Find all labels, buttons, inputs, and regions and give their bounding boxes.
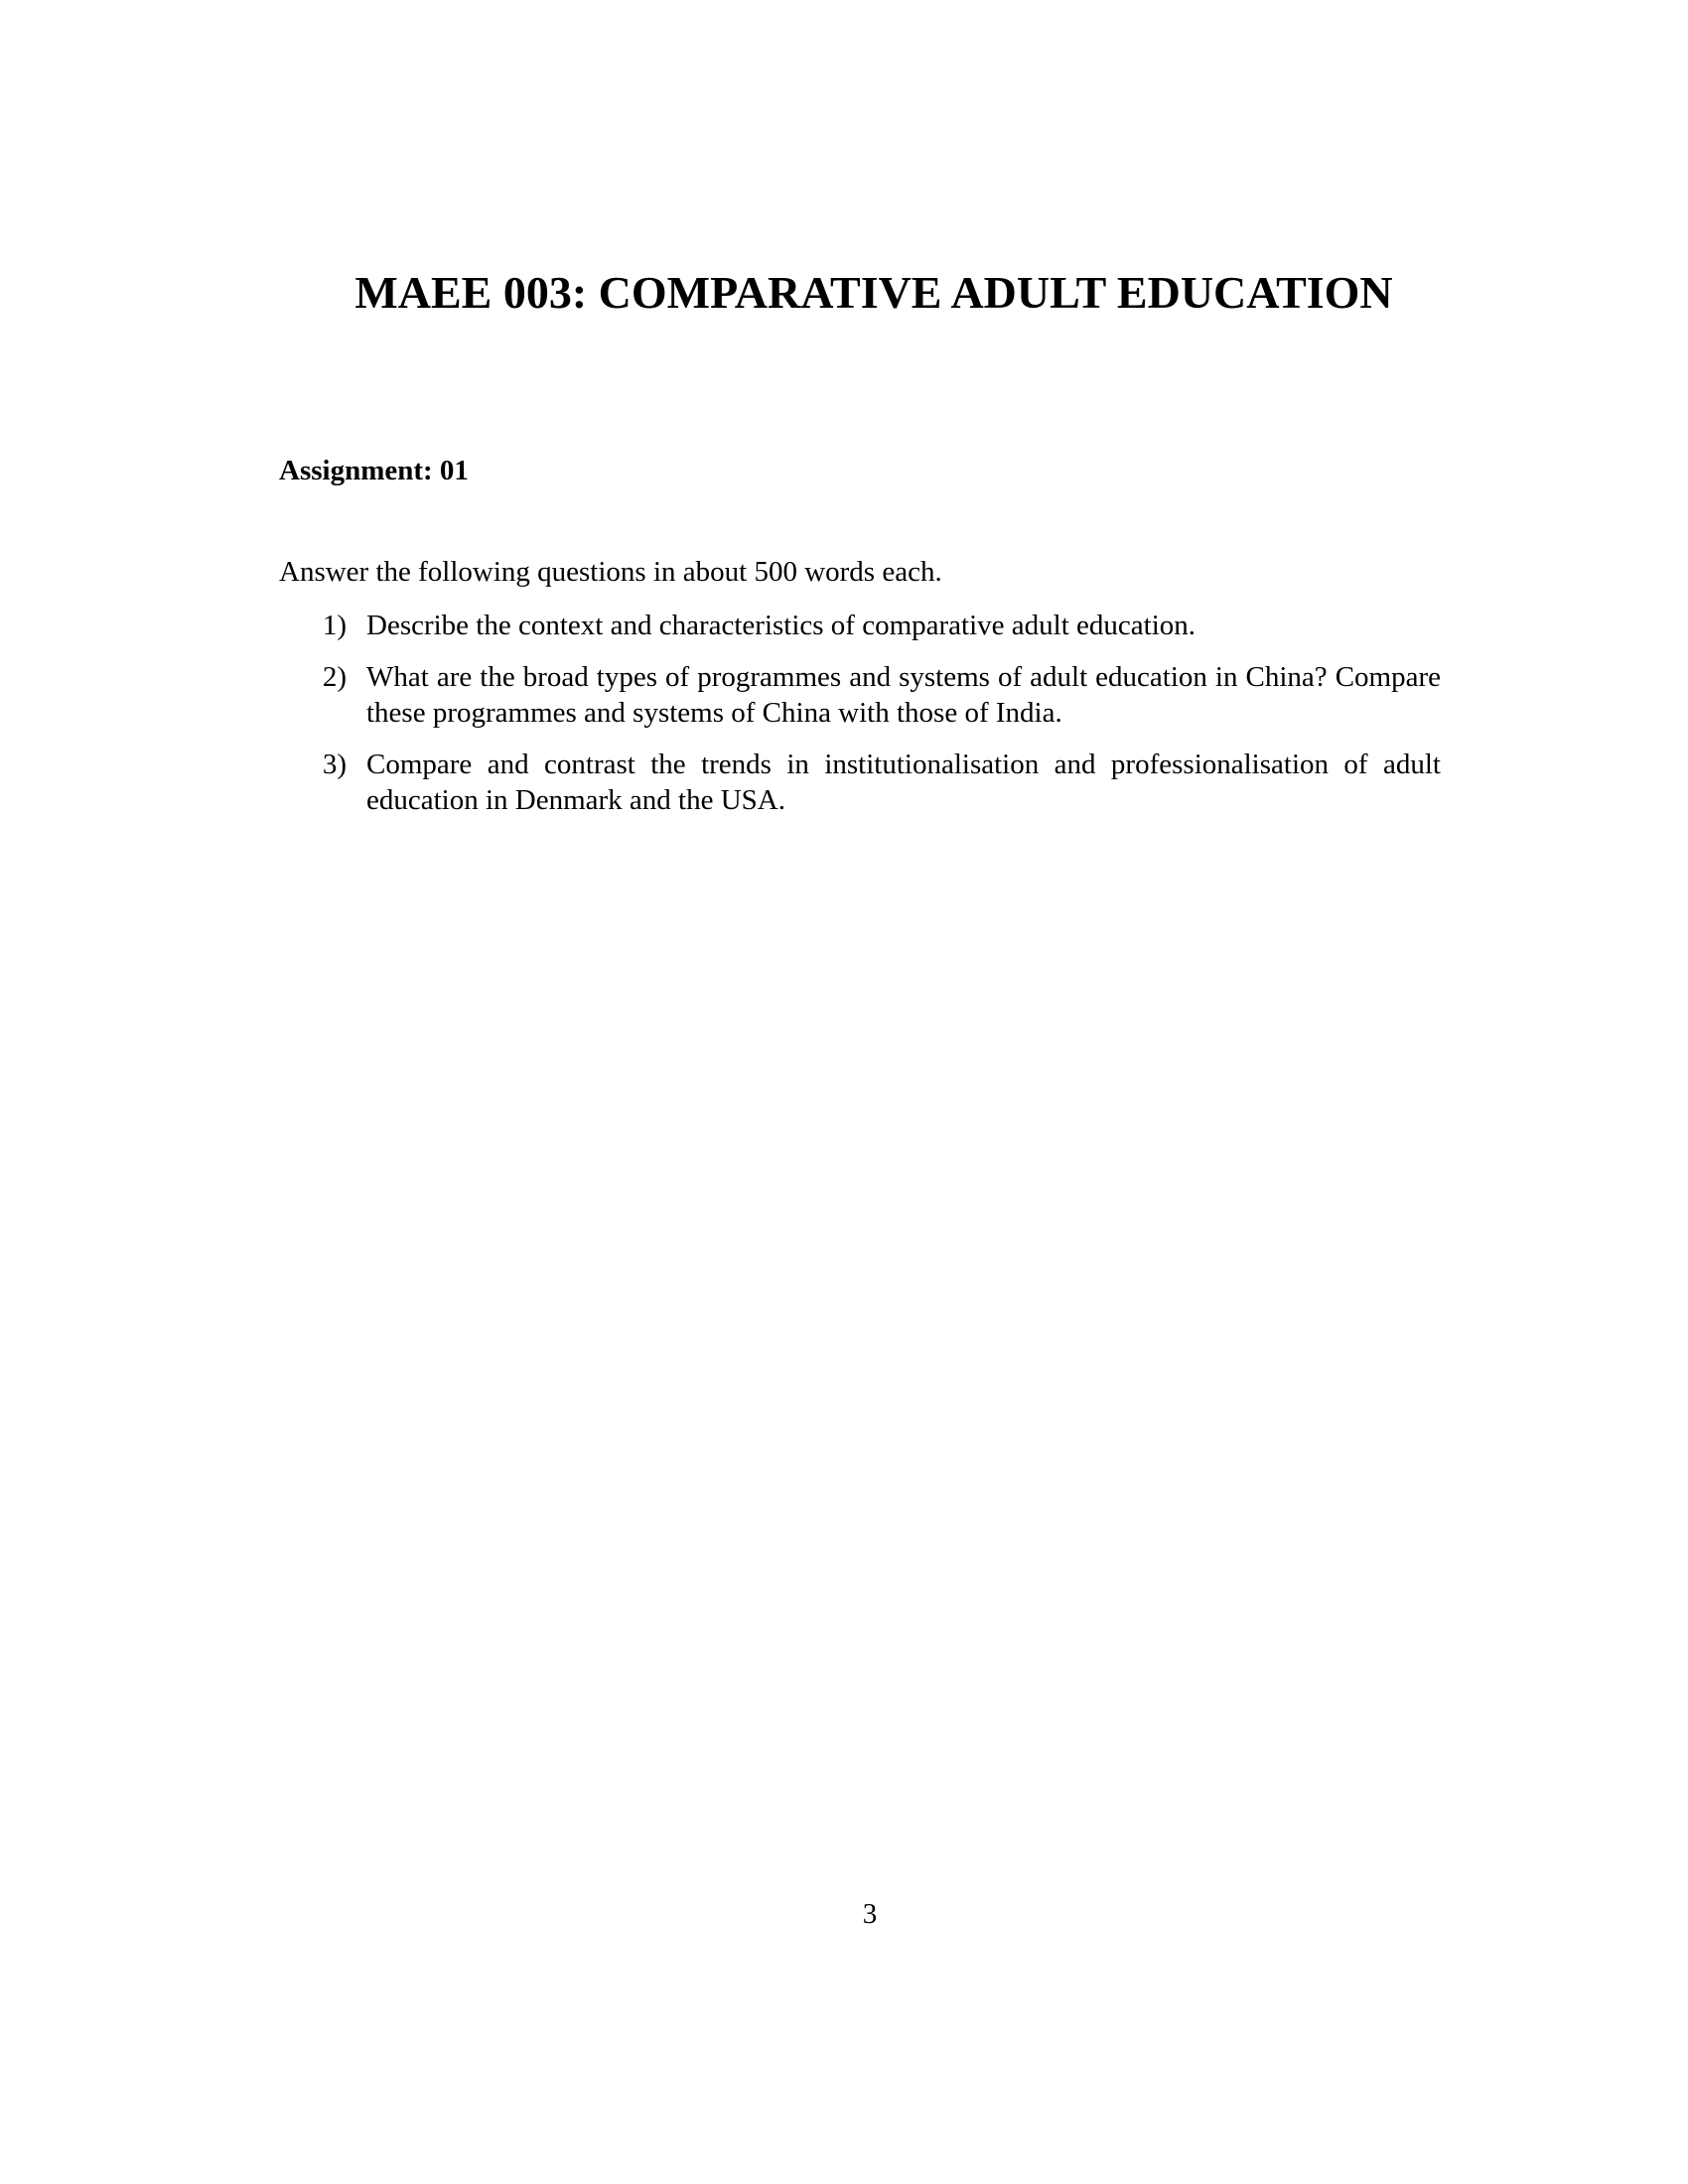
- assignment-heading: Assignment: 01: [279, 455, 469, 486]
- instructions-text: Answer the following questions in about 500 words each.: [279, 556, 942, 588]
- question-number: 3): [322, 749, 347, 780]
- question-text: Compare and contrast the trends in institutionalisation and professionalisation of adult education in Denmark and the USA.: [366, 749, 1441, 816]
- question-text: Describe the context and characteristics of comparative adult education.: [366, 610, 1196, 641]
- document-title: MAEE 003: COMPARATIVE ADULT EDUCATION: [354, 267, 1393, 318]
- question-number: 1): [322, 610, 347, 641]
- question-item: [279, 608, 1441, 643]
- question-number: 2): [322, 661, 347, 693]
- question-item: [279, 747, 1441, 818]
- question-text: What are the broad types of programmes and systems of adult education in China? Compare these programmes and systems of China with those of India.: [366, 661, 1441, 729]
- question-list: [279, 608, 1441, 834]
- page-number: 3: [862, 1898, 878, 1930]
- question-item: [279, 659, 1441, 731]
